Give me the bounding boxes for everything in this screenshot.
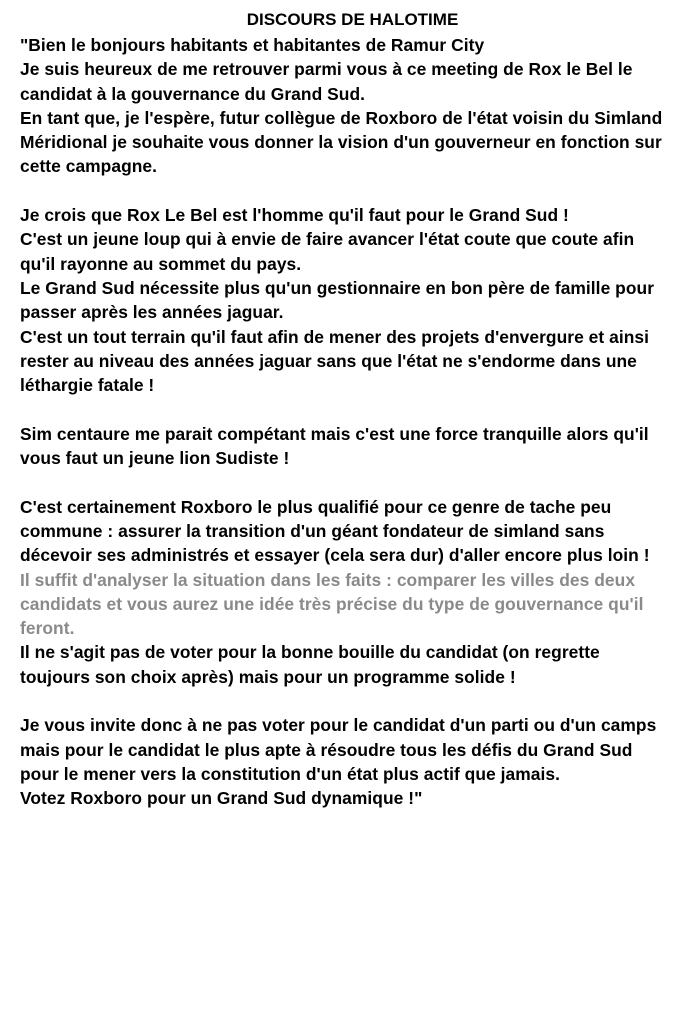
paragraph-spacer — [20, 689, 670, 713]
document-title: DISCOURS DE HALOTIME — [246, 10, 459, 29]
paragraph-spacer — [20, 179, 670, 203]
paragraph-spacer — [20, 397, 670, 421]
speech-paragraph-qualification: C'est certainement Roxboro le plus qualifié pour ce genre de tache peu commune : assurer la transition d'un géant fondateur de simland sans décevoir ses administrés et essayer (cela sera dur) d'aller encore plus loin ! — [20, 496, 650, 566]
paragraph-spacer — [20, 470, 670, 494]
speech-paragraph-programme: Il ne s'agit pas de voter pour la bonne bouille du candidat (on regrette toujours son choix après) mais pour un programme solide ! — [20, 642, 600, 687]
speech-paragraph-centaure: Sim centaure me parait compétant mais c'est une force tranquille alors qu'il vous faut un jeune lion Sudiste ! — [20, 423, 649, 469]
speech-paragraph-analysis: Il suffit d'analyser la situation dans les faits : comparer les villes des deux candidats et vous aurez une idée très précise du type de gouvernance qu'il feront. — [20, 569, 644, 639]
speech-document — [20, 10, 670, 811]
speech-paragraph-intro: "Bien le bonjours habitants et habitantes de Ramur City Je suis heureux de me retrouver parmi vous à ce meeting de Rox le Bel le candidat à la gouvernance du Grand Sud. En tant que, je l'espère, futur collègue de Roxboro de l'état voisin du Simland Méridional je souhaite vous donner la vision d'un gouverneur en fonction sur cette campagne. — [20, 35, 663, 177]
speech-paragraph-rox: Je crois que Rox Le Bel est l'homme qu'il faut pour le Grand Sud ! C'est un jeune loup qui à envie de faire avancer l'état coute que coute afin qu'il rayonne au sommet du pays. Le Grand Sud nécessite plus qu'un gestionnaire en bon père de famille pour passer après les années jaguar. C'est un tout terrain qu'il faut afin de mener des projets d'envergure et ainsi rester au niveau des années jaguar sans que l'état ne s'endorme dans une léthargie fatale ! — [20, 205, 655, 396]
speech-paragraph-conclusion: Je vous invite donc à ne pas voter pour le candidat d'un parti ou d'un camps mais pour le candidat le plus apte à résoudre tous les défis du Grand Sud pour le mener vers la constitution d'un état plus actif que jamais. Votez Roxboro pour un Grand Sud dynamique !" — [20, 715, 657, 809]
